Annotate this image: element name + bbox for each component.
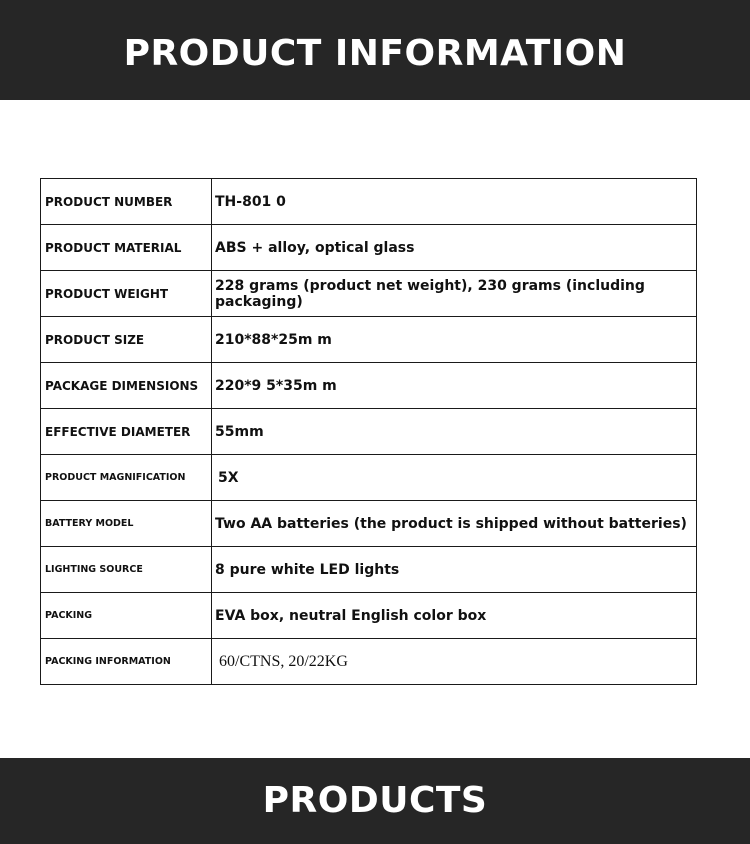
row-value: Two AA batteries (the product is shipped without batteries) bbox=[212, 501, 697, 547]
row-label: PRODUCT SIZE bbox=[41, 317, 212, 363]
row-value: 60/CTNS, 20/22KG bbox=[212, 639, 697, 685]
row-value: 210*88*25m m bbox=[212, 317, 697, 363]
table-row bbox=[41, 501, 697, 547]
row-label: PRODUCT MAGNIFICATION bbox=[41, 455, 212, 501]
row-value: 228 grams (product net weight), 230 grams (including packaging) bbox=[212, 271, 697, 317]
table-row bbox=[41, 317, 697, 363]
row-value: 8 pure white LED lights bbox=[212, 547, 697, 593]
footer-banner bbox=[0, 758, 750, 844]
table-row bbox=[41, 271, 697, 317]
row-label: LIGHTING SOURCE bbox=[41, 547, 212, 593]
row-value: EVA box, neutral English color box bbox=[212, 593, 697, 639]
row-value: TH-801 0 bbox=[212, 179, 697, 225]
row-label: EFFECTIVE DIAMETER bbox=[41, 409, 212, 455]
table-row bbox=[41, 363, 697, 409]
table-row bbox=[41, 547, 697, 593]
table-row bbox=[41, 225, 697, 271]
row-value: 5X bbox=[212, 455, 697, 501]
row-value: 55mm bbox=[212, 409, 697, 455]
page-title: PRODUCT INFORMATION bbox=[123, 32, 627, 74]
header-banner bbox=[0, 0, 750, 100]
table-row bbox=[41, 409, 697, 455]
row-label: PRODUCT NUMBER bbox=[41, 179, 212, 225]
table-row bbox=[41, 455, 697, 501]
table-row bbox=[41, 639, 697, 685]
row-label: PACKAGE DIMENSIONS bbox=[41, 363, 212, 409]
row-label: PACKING bbox=[41, 593, 212, 639]
row-label: PRODUCT MATERIAL bbox=[41, 225, 212, 271]
table-row bbox=[41, 593, 697, 639]
row-label: PRODUCT WEIGHT bbox=[41, 271, 212, 317]
row-value: ABS + alloy, optical glass bbox=[212, 225, 697, 271]
row-value: 220*9 5*35m m bbox=[212, 363, 697, 409]
row-label: PACKING INFORMATION bbox=[41, 639, 212, 685]
table-row bbox=[41, 179, 697, 225]
section-title: PRODUCTS bbox=[262, 779, 488, 821]
product-info-table bbox=[40, 178, 697, 685]
row-label: BATTERY MODEL bbox=[41, 501, 212, 547]
